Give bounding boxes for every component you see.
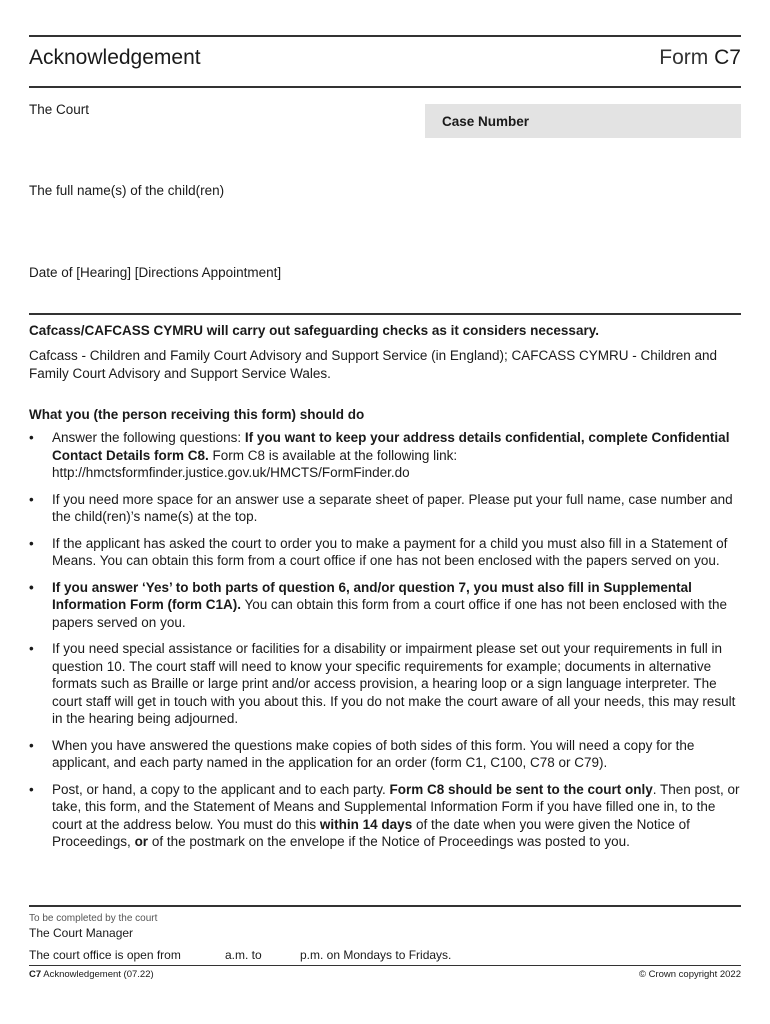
list-item (29, 535, 741, 570)
court-section-rule (29, 905, 741, 907)
bullet: • (29, 737, 34, 753)
copyright: © Crown copyright 2022 (638, 969, 741, 980)
open-from-label: The court office is open from (29, 948, 181, 962)
court-note: To be completed by the court (29, 913, 158, 924)
instructions-list (29, 429, 741, 860)
court-label: The Court (29, 102, 90, 117)
bullet: • (29, 641, 34, 656)
footer-form-title: Acknowledgement (07.22) (41, 969, 154, 980)
item-bold-text: If you want to keep your address details confidential, complete Confidential Contact Details form C8. (52, 430, 730, 463)
section-rule (29, 313, 741, 315)
top-rule (29, 35, 741, 37)
form-code: C7 (714, 46, 741, 69)
form-prefix: Form (659, 46, 709, 69)
bullet: • (29, 781, 34, 797)
item-text: Answer the following questions: (52, 430, 245, 445)
item-bold-text: or (134, 834, 149, 849)
item-text: Post, or hand, a copy to the applicant and to each party. (52, 781, 390, 797)
bullet: • (29, 491, 34, 507)
cafcass-heading: Cafcass/CAFCASS CYMRU will carry out safeguarding checks as it considers necessary. (29, 323, 599, 338)
form-id (659, 46, 741, 70)
children-label: The full name(s) of the child(ren) (29, 183, 225, 198)
item-bold-text: Form C8 should be sent to the court only (389, 781, 653, 797)
item-text: . Then post, or take, this form, and the Statement of Means and Supplemental Information Form if you have filled one in, to the court at the address below. You must do this (52, 781, 740, 832)
bullet: • (29, 535, 34, 551)
item-text: If you need more space for an answer use a separate sheet of paper. Please put your full name, case number and the child(ren)’s name(s) at the top. (52, 491, 733, 524)
pm-days-label: p.m. on Mondays to Fridays. (300, 948, 452, 962)
list-item (29, 781, 741, 851)
list-item (29, 579, 741, 632)
case-number-label: Case Number (442, 114, 530, 129)
item-text: You can obtain this form from a court office if one has not been enclosed with the papers served on you. (52, 597, 728, 630)
footer-form-name (29, 969, 154, 980)
item-text: If you need special assistance or facilities for a disability or impairment please set out your requirements in full in question 10. The court staff will need to know your specific requirements for example; documents in alternative formats such as Braille or large print and/or access provision, a hearing loop or a sign language interpreter. The court staff will get in touch with you about this. If you do not make the court aware of all your needs, this may result in the hearing being adjourned. (52, 641, 736, 726)
item-text: Form C8 is available at the following link: http://hmctsformfinder.justice.gov.uk/HMCTS/FormFinder.do (52, 447, 458, 480)
case-number-field[interactable] (425, 104, 741, 138)
item-bold-text: within 14 days (319, 816, 413, 832)
item-text: of the date when you were given the Notice of Proceedings, (52, 816, 690, 849)
list-item (29, 640, 741, 728)
list-item (29, 491, 741, 526)
item-text: If the applicant has asked the court to order you to make a payment for a child you must also fill in a Statement of Means. You can obtain this form from a court office if one has not been enclosed with the papers served on you. (52, 535, 728, 568)
footer-form-code: C7 (29, 969, 42, 980)
list-item (29, 429, 741, 482)
header-rule (29, 86, 741, 88)
page-title: Acknowledgement (29, 46, 201, 69)
item-text: When you have answered the questions make copies of both sides of this form. You will need a copy for the applicant, and each party named in the application for an order (form C1, C100, C78 or C79). (52, 737, 695, 770)
bullet: • (29, 430, 34, 445)
court-manager: The Court Manager (29, 926, 134, 940)
bullet: • (29, 579, 34, 595)
item-text: of the postmark on the envelope if the Notice of Proceedings was posted to you. (148, 834, 630, 849)
am-to-label: a.m. to (225, 948, 262, 962)
instructions-heading: What you (the person receiving this form) should do (29, 407, 365, 422)
footer-rule (29, 965, 741, 966)
hearing-label: Date of [Hearing] [Directions Appointment] (29, 265, 282, 280)
item-bold-text: If you answer ‘Yes’ to both parts of question 6, and/or question 7, you must also fill in Supplemental Information Form (form C1A). (52, 579, 692, 612)
list-item (29, 737, 741, 772)
cafcass-description: Cafcass - Children and Family Court Advisory and Support Service (in England); CAFCASS CYMRU - Children and Family Court Advisory and Support Service Wales. (29, 348, 718, 381)
